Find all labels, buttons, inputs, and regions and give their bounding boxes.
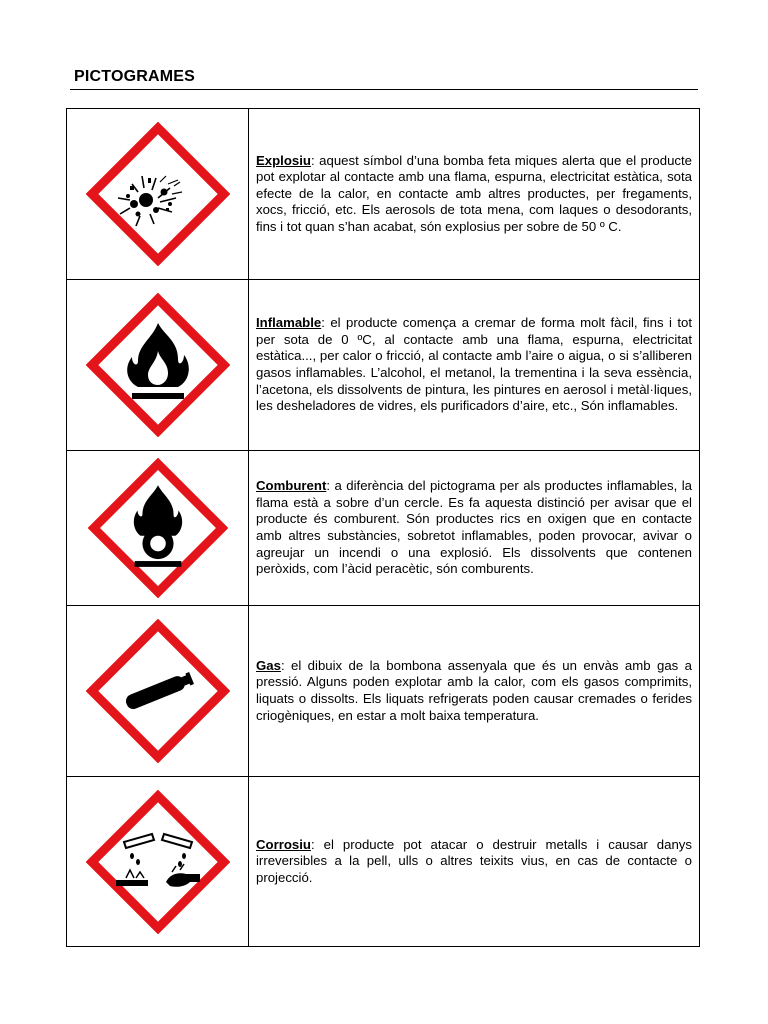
pictogram-term: Inflamable [256,315,322,331]
description-cell [249,451,700,606]
title-underline [70,89,698,90]
pictogram-description [256,658,692,724]
table-row [67,777,700,947]
table-row [67,451,700,606]
pictogram-description [256,478,692,578]
pictogram-text: : el producte pot atacar o destruir metalls i causar danys irreversibles a la pell, ulls o altres teixits vius, en cas de contacte o projecció. [256,836,692,885]
description-cell [249,606,700,777]
pictogram-text: : a diferència del pictograma per als productes inflamables, la flama està a sobre d’un cercle. Es fa aquesta distinció per avisar que el producte és comburent. Són productes rics en oxigen que en contacte amb altres substàncies, sobretot inflamables, poden provocar, avivar o agreujar un incendi o una explosió. Els dissolvents que contenen peròxids, com l’àcid peracètic, són comburents. [256,478,692,577]
pictogram-cell [67,606,249,777]
page-title: PICTOGRAMES [74,68,196,85]
pictogram-term: Gas [256,657,281,673]
pictogram-cell [67,451,249,606]
pictogram-description [256,153,692,236]
pictogram-text: : el producte comença a cremar de forma molt fàcil, fins i tot per sota de 0 ºC, al contacte amb una flama, espurna, electricitat estàtica..., per calor o fricció, al contacte amb l’aire o aigua, o si s’alliberen gasos inflamables. L’alcohol, el metanol, la trementina i la seva essència, l’acetona, els dissolvents de pintura, les pintures en aerosol i metàl·liques, les desheladores de vidres, els purificadors d’aire, etc., Són inflamables. [256,315,692,414]
pictogram-description [256,315,692,415]
pictogram-cell [67,777,249,947]
explosive-bomb-icon [86,122,230,266]
table-row [67,280,700,451]
flame-icon [86,293,230,437]
description-cell [249,109,700,280]
description-cell [249,280,700,451]
pictogram-cell [67,109,249,280]
pictogram-table [66,108,700,947]
pictogram-cell [67,280,249,451]
corrosion-icon [86,790,230,934]
table-row [67,109,700,280]
gas-cylinder-icon [86,619,230,763]
flame-over-circle-icon [88,458,228,598]
pictogram-text: : aquest símbol d’una bomba feta miques alerta que el producte pot explotar al contacte amb una flama, espurna, electricitat estàtica, sota efecte de la calor, en contacte amb altres productes, per fregaments, xocs, fricció, etc. Els aerosols de tota mena, com laques o desodorants, fins i tot quan s’han acabat, són explosius per sobre de 50 º C. [256,152,692,234]
pictogram-term: Comburent [256,478,327,494]
pictogram-term: Corrosiu [256,836,311,852]
pictogram-text: : el dibuix de la bombona assenyala que és un envàs amb gas a pressió. Alguns poden explotar amb la calor, com els gasos comprimits, liquats o dissolts. Els liquats refrigerats poden causar cremades o ferides criogèniques, en estar a molt baixa temperatura. [256,657,692,723]
pictogram-description [256,837,692,887]
pictogram-term: Explosiu [256,152,311,168]
table-row [67,606,700,777]
description-cell [249,777,700,947]
